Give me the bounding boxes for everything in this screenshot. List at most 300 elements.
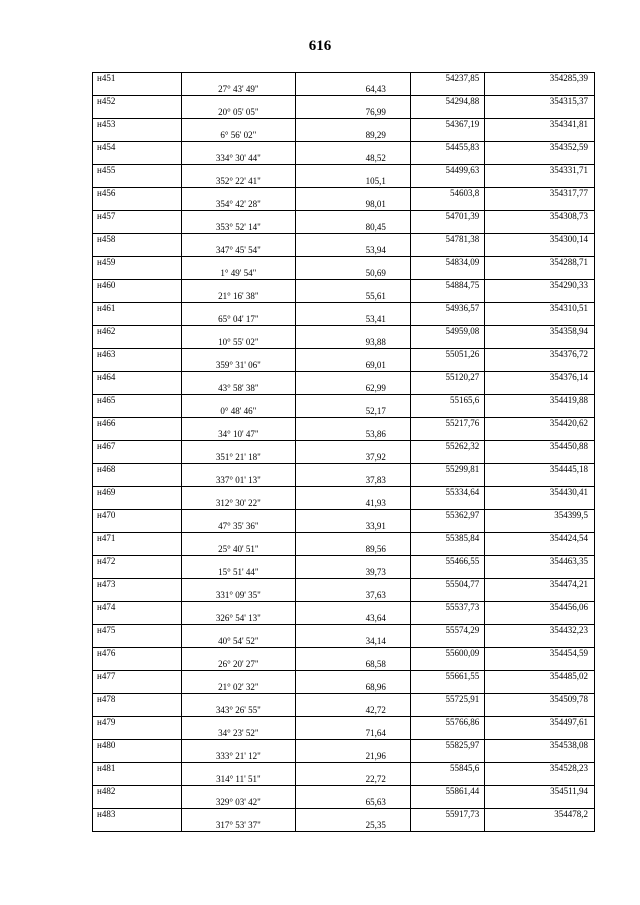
y-coordinate: 354474,21 [485,579,595,591]
direction-angle: 337° 01' 13" [181,475,296,487]
x-coordinate: 55504,77 [410,579,484,591]
empty-cell [296,487,411,499]
empty-cell [296,556,411,568]
segment-length: 22,72 [296,774,411,786]
segment-row [93,659,595,671]
empty-cell [410,613,484,625]
empty-cell [93,820,182,832]
y-coordinate: 354341,81 [485,119,595,131]
x-coordinate: 55537,73 [410,602,484,614]
empty-cell [485,130,595,142]
direction-angle: 351° 21' 18" [181,452,296,464]
empty-cell [410,84,484,96]
segment-row [93,820,595,832]
point-row [93,625,595,637]
empty-cell [410,728,484,740]
x-coordinate: 55845,6 [410,763,484,775]
y-coordinate: 354376,72 [485,349,595,361]
segment-row [93,797,595,809]
y-coordinate: 354497,61 [485,717,595,729]
x-coordinate: 55120,27 [410,372,484,384]
y-coordinate: 354509,78 [485,694,595,706]
page-number: 616 [308,38,332,54]
y-coordinate: 354445,18 [485,464,595,476]
empty-cell [485,291,595,303]
empty-cell [485,751,595,763]
segment-row [93,199,595,211]
empty-cell [485,199,595,211]
point-name: н463 [93,349,182,361]
empty-cell [410,268,484,280]
empty-cell [485,268,595,280]
empty-cell [93,107,182,119]
empty-cell [410,199,484,211]
point-row [93,740,595,752]
direction-angle: 6° 56' 02" [181,130,296,142]
point-name: н471 [93,533,182,545]
point-row [93,556,595,568]
segment-row [93,498,595,510]
direction-angle: 331° 09' 35" [181,590,296,602]
segment-row [93,636,595,648]
empty-cell [296,441,411,453]
empty-cell [181,188,296,200]
point-name: н458 [93,234,182,246]
empty-cell [485,613,595,625]
empty-cell [93,774,182,786]
segment-length: 42,72 [296,705,411,717]
empty-cell [93,245,182,257]
y-coordinate: 354352,59 [485,142,595,154]
empty-cell [296,418,411,430]
y-coordinate: 354308,73 [485,211,595,223]
empty-cell [296,602,411,614]
point-row [93,257,595,269]
empty-cell [181,395,296,407]
segment-row [93,84,595,96]
x-coordinate: 54834,09 [410,257,484,269]
empty-cell [93,222,182,234]
empty-cell [93,728,182,740]
point-name: н459 [93,257,182,269]
empty-cell [410,820,484,832]
y-coordinate: 354285,39 [485,73,595,85]
point-row [93,487,595,499]
empty-cell [485,659,595,671]
x-coordinate: 55299,81 [410,464,484,476]
segment-row [93,268,595,280]
empty-cell [181,441,296,453]
point-name: н453 [93,119,182,131]
x-coordinate: 55217,76 [410,418,484,430]
point-row [93,395,595,407]
empty-cell [296,648,411,660]
empty-cell [181,556,296,568]
empty-cell [181,96,296,108]
y-coordinate: 354485,02 [485,671,595,683]
empty-cell [93,751,182,763]
empty-cell [181,418,296,430]
point-row [93,372,595,384]
empty-cell [485,107,595,119]
point-row [93,786,595,798]
empty-cell [181,763,296,775]
empty-cell [93,567,182,579]
segment-row [93,682,595,694]
point-name: н457 [93,211,182,223]
segment-row [93,567,595,579]
empty-cell [410,452,484,464]
direction-angle: 34° 10' 47" [181,429,296,441]
segment-length: 37,63 [296,590,411,602]
empty-cell [296,119,411,131]
point-name: н464 [93,372,182,384]
empty-cell [296,188,411,200]
segment-row [93,751,595,763]
empty-cell [485,498,595,510]
empty-cell [93,705,182,717]
empty-cell [485,222,595,234]
empty-cell [181,234,296,246]
y-coordinate: 354432,23 [485,625,595,637]
direction-angle: 47° 35' 36" [181,521,296,533]
empty-cell [181,786,296,798]
empty-cell [181,533,296,545]
empty-cell [410,659,484,671]
segment-length: 62,99 [296,383,411,395]
empty-cell [93,176,182,188]
x-coordinate: 54367,19 [410,119,484,131]
empty-cell [410,245,484,257]
x-coordinate: 54781,38 [410,234,484,246]
segment-row [93,429,595,441]
empty-cell [181,303,296,315]
empty-cell [485,636,595,648]
empty-cell [181,740,296,752]
empty-cell [93,268,182,280]
empty-cell [410,314,484,326]
empty-cell [181,648,296,660]
point-name: н465 [93,395,182,407]
x-coordinate: 54701,39 [410,211,484,223]
segment-length: 37,92 [296,452,411,464]
empty-cell [296,73,411,85]
point-row [93,280,595,292]
direction-angle: 20° 05' 05" [181,107,296,119]
point-name: н462 [93,326,182,338]
empty-cell [485,176,595,188]
empty-cell [485,682,595,694]
direction-angle: 314° 11' 51" [181,774,296,786]
point-row [93,96,595,108]
empty-cell [93,590,182,602]
empty-cell [485,337,595,349]
segment-length: 89,56 [296,544,411,556]
segment-length: 52,17 [296,406,411,418]
empty-cell [410,176,484,188]
empty-cell [296,303,411,315]
empty-cell [410,222,484,234]
point-name: н481 [93,763,182,775]
segment-length: 48,52 [296,153,411,165]
point-row [93,809,595,821]
empty-cell [410,797,484,809]
x-coordinate: 55574,29 [410,625,484,637]
segment-length: 33,91 [296,521,411,533]
segment-length: 93,88 [296,337,411,349]
empty-cell [93,521,182,533]
y-coordinate: 354310,51 [485,303,595,315]
segment-row [93,774,595,786]
point-row [93,73,595,85]
segment-row [93,728,595,740]
point-name: н483 [93,809,182,821]
point-row [93,211,595,223]
direction-angle: 21° 16' 38" [181,291,296,303]
empty-cell [485,84,595,96]
point-name: н468 [93,464,182,476]
empty-cell [410,498,484,510]
point-name: н477 [93,671,182,683]
segment-length: 98,01 [296,199,411,211]
segment-row [93,705,595,717]
x-coordinate: 55861,44 [410,786,484,798]
y-coordinate: 354511,94 [485,786,595,798]
segment-length: 55,61 [296,291,411,303]
segment-length: 37,83 [296,475,411,487]
point-name: н467 [93,441,182,453]
point-name: н472 [93,556,182,568]
empty-cell [296,257,411,269]
empty-cell [410,130,484,142]
y-coordinate: 354478,2 [485,809,595,821]
empty-cell [296,533,411,545]
empty-cell [181,73,296,85]
x-coordinate: 54884,75 [410,280,484,292]
y-coordinate: 354454,59 [485,648,595,660]
point-row [93,418,595,430]
empty-cell [485,820,595,832]
empty-cell [485,153,595,165]
direction-angle: 10° 55' 02" [181,337,296,349]
empty-cell [296,625,411,637]
empty-cell [93,544,182,556]
direction-angle: 333° 21' 12" [181,751,296,763]
empty-cell [296,717,411,729]
point-name: н480 [93,740,182,752]
empty-cell [93,659,182,671]
empty-cell [93,291,182,303]
direction-angle: 25° 40' 51" [181,544,296,556]
empty-cell [410,521,484,533]
empty-cell [296,763,411,775]
segment-length: 89,29 [296,130,411,142]
empty-cell [485,705,595,717]
y-coordinate: 354300,14 [485,234,595,246]
empty-cell [485,383,595,395]
point-row [93,763,595,775]
point-row [93,648,595,660]
point-row [93,326,595,338]
y-coordinate: 354538,08 [485,740,595,752]
segment-length: 69,01 [296,360,411,372]
empty-cell [181,671,296,683]
empty-cell [296,142,411,154]
point-name: н461 [93,303,182,315]
point-name: н451 [93,73,182,85]
direction-angle: 347° 45' 54" [181,245,296,257]
point-row [93,510,595,522]
segment-length: 50,69 [296,268,411,280]
y-coordinate: 354317,77 [485,188,595,200]
empty-cell [410,153,484,165]
empty-cell [181,464,296,476]
empty-cell [181,165,296,177]
empty-cell [296,372,411,384]
empty-cell [410,429,484,441]
point-name: н476 [93,648,182,660]
coordinates-table [92,72,595,832]
x-coordinate: 54959,08 [410,326,484,338]
segment-row [93,314,595,326]
empty-cell [485,314,595,326]
point-row [93,602,595,614]
y-coordinate: 354331,71 [485,165,595,177]
segment-length: 71,64 [296,728,411,740]
segment-length: 65,63 [296,797,411,809]
empty-cell [296,579,411,591]
empty-cell [93,383,182,395]
empty-cell [93,153,182,165]
segment-length: 68,96 [296,682,411,694]
segment-row [93,245,595,257]
point-row [93,533,595,545]
x-coordinate: 55600,09 [410,648,484,660]
empty-cell [296,96,411,108]
empty-cell [296,349,411,361]
y-coordinate: 354463,35 [485,556,595,568]
segment-row [93,590,595,602]
empty-cell [181,625,296,637]
empty-cell [296,326,411,338]
empty-cell [93,452,182,464]
segment-length: 43,64 [296,613,411,625]
point-name: н460 [93,280,182,292]
point-name: н455 [93,165,182,177]
direction-angle: 15° 51' 44" [181,567,296,579]
x-coordinate: 55661,55 [410,671,484,683]
segment-length: 21,96 [296,751,411,763]
empty-cell [410,682,484,694]
point-name: н466 [93,418,182,430]
empty-cell [181,579,296,591]
segment-row [93,360,595,372]
x-coordinate: 55825,97 [410,740,484,752]
y-coordinate: 354450,88 [485,441,595,453]
empty-cell [410,567,484,579]
empty-cell [296,464,411,476]
segment-row [93,521,595,533]
segment-length: 39,73 [296,567,411,579]
segment-length: 80,45 [296,222,411,234]
segment-length: 64,43 [296,84,411,96]
segment-row [93,406,595,418]
empty-cell [93,797,182,809]
point-name: н479 [93,717,182,729]
point-name: н473 [93,579,182,591]
segment-row [93,383,595,395]
segment-length: 25,35 [296,820,411,832]
empty-cell [410,636,484,648]
empty-cell [410,705,484,717]
empty-cell [410,590,484,602]
y-coordinate: 354288,71 [485,257,595,269]
direction-angle: 0° 48' 46" [181,406,296,418]
direction-angle: 21° 02' 32" [181,682,296,694]
x-coordinate: 54603,8 [410,188,484,200]
empty-cell [93,84,182,96]
segment-length: 34,14 [296,636,411,648]
point-name: н478 [93,694,182,706]
point-row [93,303,595,315]
direction-angle: 27° 43' 49" [181,84,296,96]
x-coordinate: 54237,85 [410,73,484,85]
segment-length: 53,41 [296,314,411,326]
empty-cell [485,406,595,418]
y-coordinate: 354430,41 [485,487,595,499]
empty-cell [181,349,296,361]
x-coordinate: 55051,26 [410,349,484,361]
empty-cell [93,199,182,211]
direction-angle: 65° 04' 17" [181,314,296,326]
segment-length: 53,86 [296,429,411,441]
segment-row [93,613,595,625]
y-coordinate: 354290,33 [485,280,595,292]
empty-cell [93,429,182,441]
segment-row [93,475,595,487]
segment-length: 105,1 [296,176,411,188]
empty-cell [296,809,411,821]
direction-angle: 1° 49' 54" [181,268,296,280]
empty-cell [296,165,411,177]
segment-row [93,452,595,464]
x-coordinate: 55362,97 [410,510,484,522]
direction-angle: 354° 42' 28" [181,199,296,211]
segment-length: 53,94 [296,245,411,257]
direction-angle: 34° 23' 52" [181,728,296,740]
segment-row [93,130,595,142]
empty-cell [485,797,595,809]
empty-cell [296,234,411,246]
point-name: н470 [93,510,182,522]
empty-cell [485,452,595,464]
point-name: н475 [93,625,182,637]
direction-angle: 359° 31' 06" [181,360,296,372]
empty-cell [181,602,296,614]
direction-angle: 353° 52' 14" [181,222,296,234]
x-coordinate: 55385,84 [410,533,484,545]
empty-cell [485,429,595,441]
x-coordinate: 54936,57 [410,303,484,315]
point-row [93,671,595,683]
empty-cell [485,360,595,372]
point-row [93,441,595,453]
point-row [93,234,595,246]
x-coordinate: 55334,64 [410,487,484,499]
direction-angle: 352° 22' 41" [181,176,296,188]
segment-row [93,153,595,165]
empty-cell [296,510,411,522]
